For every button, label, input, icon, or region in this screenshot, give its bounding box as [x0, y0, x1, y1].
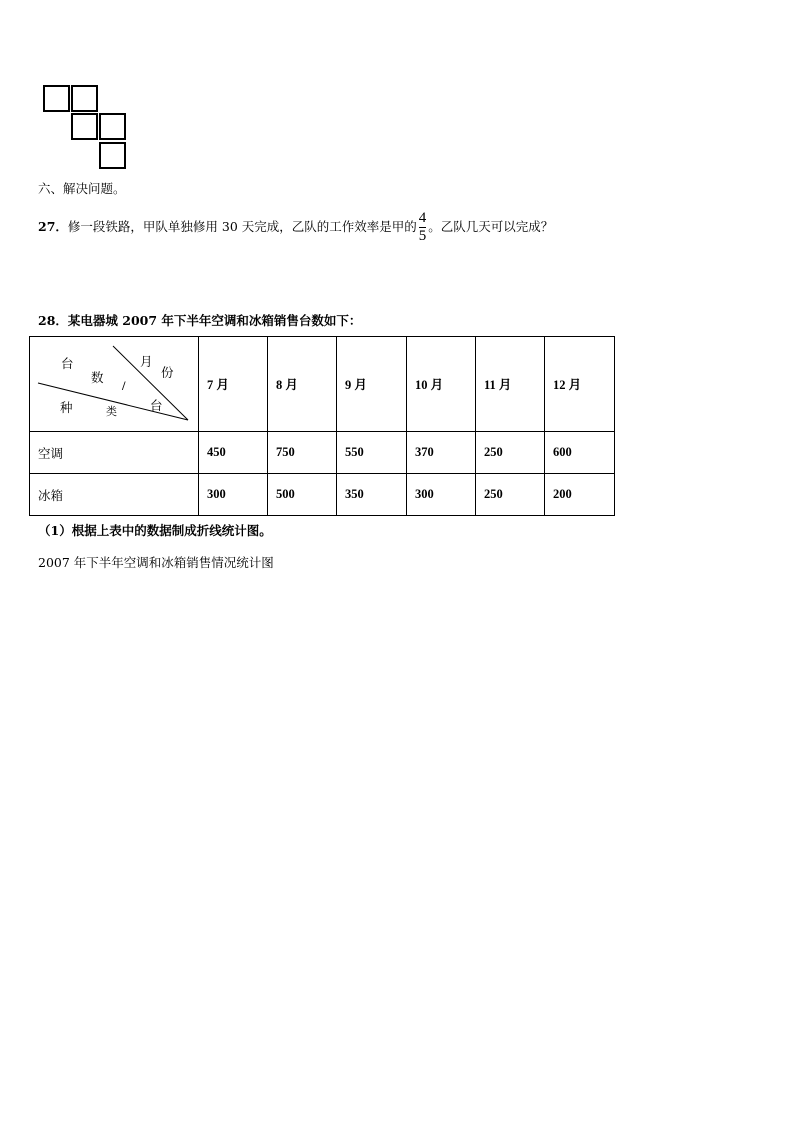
question-text: 修一段铁路，甲队单独修用 30 天完成，乙队的工作效率是甲的	[67, 219, 417, 234]
corner-label: 类	[106, 406, 117, 418]
corner-slash: /	[122, 379, 126, 393]
net-square	[43, 85, 70, 112]
sales-table	[29, 336, 615, 516]
table-cell: 450	[199, 432, 268, 474]
table-cell: 250	[476, 474, 545, 516]
month-header: 9 月	[337, 337, 407, 432]
corner-label: 数	[91, 371, 104, 385]
corner-label: 台	[61, 357, 74, 371]
table-row	[30, 432, 615, 474]
chart-title: 2007 年下半年空调和冰箱销售情况统计图	[38, 555, 274, 570]
table-cell: 600	[545, 432, 615, 474]
table-header-row	[30, 337, 615, 432]
question-27	[38, 211, 553, 244]
corner-label: 种	[60, 401, 73, 415]
net-square	[99, 142, 126, 169]
month-header: 11 月	[476, 337, 545, 432]
month-header: 12 月	[545, 337, 615, 432]
table-row	[30, 474, 615, 516]
net-square	[71, 113, 98, 140]
table-cell: 750	[268, 432, 337, 474]
table-cell: 200	[545, 474, 615, 516]
fraction	[419, 211, 427, 244]
table-cell: 300	[199, 474, 268, 516]
table-cell: 350	[337, 474, 407, 516]
net-square	[99, 113, 126, 140]
table-cell: 300	[407, 474, 476, 516]
question-number: 27．	[38, 219, 68, 234]
row-label: 冰箱	[30, 474, 199, 516]
month-header: 10 月	[407, 337, 476, 432]
month-header: 7 月	[199, 337, 268, 432]
corner-label: 月	[140, 355, 153, 369]
question-number: 28．	[38, 313, 68, 328]
table-cell: 370	[407, 432, 476, 474]
fraction-denominator: 5	[418, 228, 427, 244]
table-cell: 500	[268, 474, 337, 516]
net-square	[71, 85, 98, 112]
section-title: 六、解决问题。	[38, 181, 126, 196]
question-text-end: 。乙队几天可以完成？	[428, 219, 554, 234]
corner-label: 份	[161, 366, 174, 380]
month-header: 8 月	[268, 337, 337, 432]
row-label: 空调	[30, 432, 199, 474]
question-28	[38, 313, 361, 329]
corner-label: 台	[150, 399, 163, 413]
table-cell: 250	[476, 432, 545, 474]
sub-question-1: （1）根据上表中的数据制成折线统计图。	[38, 523, 272, 538]
table-corner-header	[30, 337, 199, 432]
table-cell: 550	[337, 432, 407, 474]
fraction-numerator: 4	[418, 210, 427, 226]
question-text: 某电器城 2007 年下半年空调和冰箱销售台数如下：	[67, 313, 362, 328]
